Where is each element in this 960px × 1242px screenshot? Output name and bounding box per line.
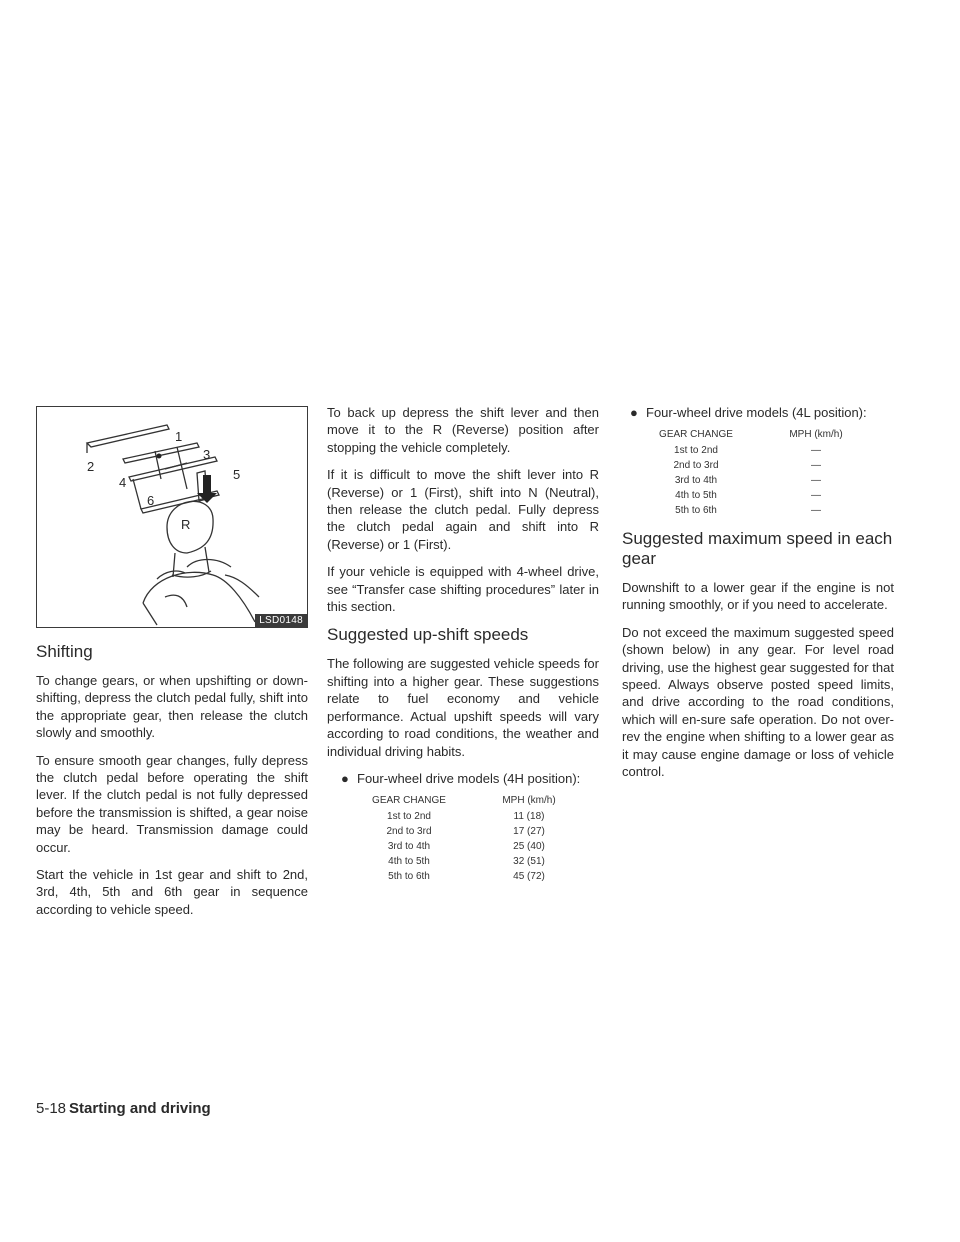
speed-cell: — (811, 445, 821, 456)
column-middle (327, 404, 599, 895)
gear-change-cell: 4th to 5th (675, 490, 717, 501)
table-row (349, 810, 589, 825)
gear-change-cell: 5th to 6th (675, 505, 717, 516)
gear-label-r: R (181, 517, 191, 532)
shift-lever-illustration (37, 407, 307, 627)
maxspeed-heading: Suggested maximum speed in each gear (622, 529, 893, 568)
column-header: GEAR CHANGE (372, 794, 446, 806)
gear-label-2: 2 (87, 459, 95, 474)
page-number: 5-18 (36, 1100, 67, 1117)
bullet-4l (630, 404, 894, 421)
maxspeed-paragraph-2: Do not exceed the maximum suggested speed (shown below) in any gear. For level road driving, use the highest gear suggested for that speed. Always observe posted speed limits, and drive according to the road conditions, which will en-sure safe operation. Do not over-rev the engine when shifting to a lower gear as it may cause engine damage or loss of vehicle control. (622, 624, 894, 780)
upshift-heading: Suggested up-shift speeds (327, 625, 529, 645)
table-row (349, 870, 589, 885)
gear-change-cell: 2nd to 3rd (386, 825, 432, 837)
bullet-4h (341, 770, 599, 787)
speed-cell: — (811, 475, 821, 486)
speed-cell: 32 (51) (513, 855, 545, 867)
reverse-paragraph-2: If it is difficult to move the shift lever into R (Reverse) or 1 (First), shift into N (Neutral), then release the clutch pedal. Fully depress the clutch pedal again and shift into R (Reverse) or 1 (First). (327, 467, 599, 552)
shifting-paragraph-3: Start the vehicle in 1st gear and shift to 2nd, 3rd, 4th, 5th and 6th gear in sequence according to vehicle speed. (36, 867, 308, 917)
table-row (636, 504, 876, 519)
column-right (622, 404, 894, 790)
bullet-4l-text: Four-wheel drive models (4L position): (646, 405, 867, 420)
table-row (349, 825, 589, 840)
gear-label-4: 4 (119, 475, 127, 490)
shifting-paragraph-2: To ensure smooth gear changes, fully depress the clutch pedal before operating the shift lever. If the clutch pedal is not fully depressed before the transmission is shifted, a gear noise may be heard. Transmission damage could occur. (36, 752, 308, 855)
speed-cell: 17 (27) (513, 825, 545, 837)
gear-change-cell: 4th to 5th (388, 855, 430, 867)
gear-change-cell: 3rd to 4th (674, 475, 718, 486)
speed-cell: 25 (40) (513, 840, 545, 852)
section-title: Starting and driving (69, 1100, 211, 1117)
shifting-heading: Shifting (36, 642, 93, 661)
upshift-table-4l (636, 429, 876, 519)
reverse-paragraph-1: To back up depress the shift lever and then move it to the R (Reverse) position after stopping the vehicle completely. (327, 405, 599, 455)
upshift-paragraph: The following are suggested vehicle speeds for shifting into a higher gear. These suggestions relate to fuel economy and vehicle performance. Actual upshift speeds will vary according to road conditions, the weather and individual driving habits. (327, 656, 599, 759)
bullet-dot-icon: ● (341, 770, 349, 786)
gear-change-cell: 3rd to 4th (387, 840, 431, 852)
page-footer (36, 1100, 211, 1117)
table-row (636, 474, 876, 489)
figure-id: LSD0148 (255, 614, 307, 627)
shifting-paragraph-1: To change gears, or when upshifting or down-shifting, depress the clutch pedal fully, shift into the appropriate gear, then release the clutch slowly and smoothly. (36, 673, 308, 741)
shift-pattern-figure (36, 406, 308, 628)
speed-cell: — (811, 490, 821, 501)
maxspeed-paragraph-1: Downshift to a lower gear if the engine is not running smoothly, or if you need to accelerate. (622, 580, 894, 613)
column-header: MPH (km/h) (502, 794, 556, 806)
column-header: GEAR CHANGE (659, 429, 733, 440)
table-row (349, 855, 589, 870)
push-down-arrow-icon (197, 475, 217, 503)
speed-cell: — (811, 505, 821, 516)
gear-label-1: 1 (175, 429, 183, 444)
speed-cell: 11 (18) (513, 810, 545, 822)
table-row (636, 444, 876, 459)
gear-label-6: 6 (147, 493, 155, 508)
table-row (349, 840, 589, 855)
column-header: MPH (km/h) (789, 429, 843, 440)
table-row (636, 489, 876, 504)
speed-cell: 45 (72) (513, 870, 545, 882)
gear-label-5: 5 (233, 467, 241, 482)
speed-cell: — (811, 460, 821, 471)
bullet-4h-text: Four-wheel drive models (4H position): (357, 770, 581, 786)
gear-label-3: 3 (203, 447, 211, 462)
table-header-row (636, 429, 876, 444)
reverse-paragraph-3: If your vehicle is equipped with 4-wheel drive, see “Transfer case shifting procedures” later in this section. (327, 564, 599, 615)
table-header-row (349, 795, 589, 810)
gear-change-cell: 1st to 2nd (674, 445, 718, 456)
column-left (36, 406, 308, 928)
upshift-table-4h (349, 795, 589, 885)
gear-change-cell: 1st to 2nd (387, 810, 431, 822)
table-row (636, 459, 876, 474)
gear-change-cell: 5th to 6th (388, 870, 430, 882)
gear-change-cell: 2nd to 3rd (673, 460, 719, 471)
bullet-dot-icon: ● (630, 405, 638, 420)
